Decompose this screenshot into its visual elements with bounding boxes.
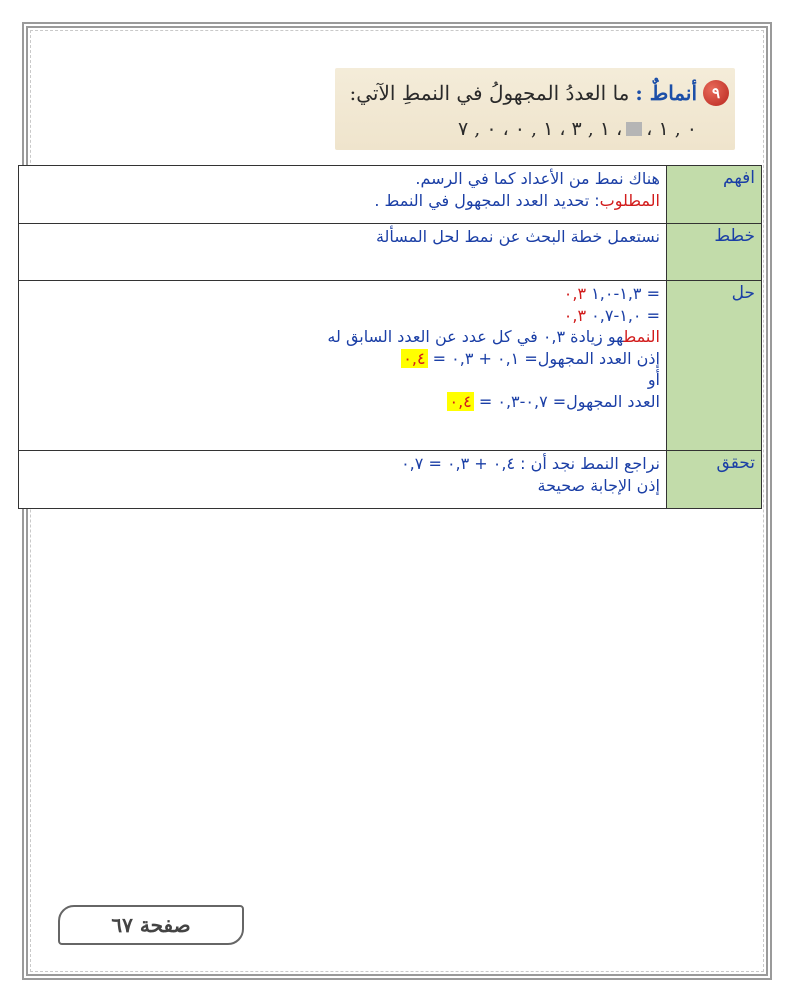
content-line: المطلوب: تحديد العدد المجهول في النمط .	[374, 190, 660, 210]
highlighted-answer: ٠,٤	[449, 391, 472, 411]
step-label-understand: افهم	[667, 166, 762, 224]
content-line: ١,٠-٠,٧ = ٠,٣	[563, 305, 660, 325]
content-line: ١,٣-١,٠ = ٠,٣	[563, 284, 660, 303]
step-label-verify: تحقق	[667, 451, 762, 509]
table-row	[19, 451, 762, 509]
problem-question: ما العددُ المجهولُ في النمطِ الآتي:	[349, 81, 630, 105]
content-line: نستعمل خطة البحث عن نمط لحل المسألة	[375, 227, 660, 246]
content-line: إذن الإجابة صحيحة	[537, 475, 660, 495]
table-row	[19, 224, 762, 281]
table-row	[19, 166, 762, 224]
content-line: إذن العدد المجهول= ٠,١ + ٠,٣ = ٠,٤	[403, 348, 660, 368]
step-label-plan: خطط	[667, 224, 762, 281]
step-content-plan	[19, 224, 667, 281]
step-content-verify	[19, 451, 667, 509]
unknown-placeholder-box	[626, 122, 642, 136]
content-line: نراجع النمط نجد أن : ٠,٤ + ٠,٣ = ٠,٧	[401, 454, 660, 473]
step-label-solve: حل	[667, 281, 762, 451]
problem-number-badge: ٩	[703, 80, 729, 106]
step-content-understand	[19, 166, 667, 224]
sequence-left: ١ , ٣ ، ١ , ٠ ، ٠ , ٧ ،	[457, 118, 623, 140]
highlighted-answer: ٠,٤	[403, 348, 426, 368]
page-number-tab	[58, 905, 244, 945]
problem-statement	[335, 68, 735, 150]
solution-steps-table	[18, 165, 762, 509]
page-number-label: صفحة ٦٧	[111, 913, 191, 937]
problem-keyword: أنماطٌ :	[635, 81, 697, 105]
sequence-right: ، ٠ , ١	[646, 118, 697, 140]
pattern-keyword: النمط	[623, 327, 660, 347]
problem-title-line	[349, 80, 729, 106]
content-line: النمطهو زيادة ٠,٣ في كل عدد عن العدد السابق له	[327, 327, 660, 347]
step-content-solve	[19, 281, 667, 451]
table-row	[19, 281, 762, 451]
problem-sequence	[458, 118, 697, 140]
content-line: هناك نمط من الأعداد كما في الرسم.	[415, 169, 660, 188]
content-line: أو	[647, 370, 660, 390]
content-line: العدد المجهول= ٠,٧-٠,٣ = ٠,٤	[449, 391, 660, 411]
required-keyword: المطلوب	[599, 190, 660, 210]
